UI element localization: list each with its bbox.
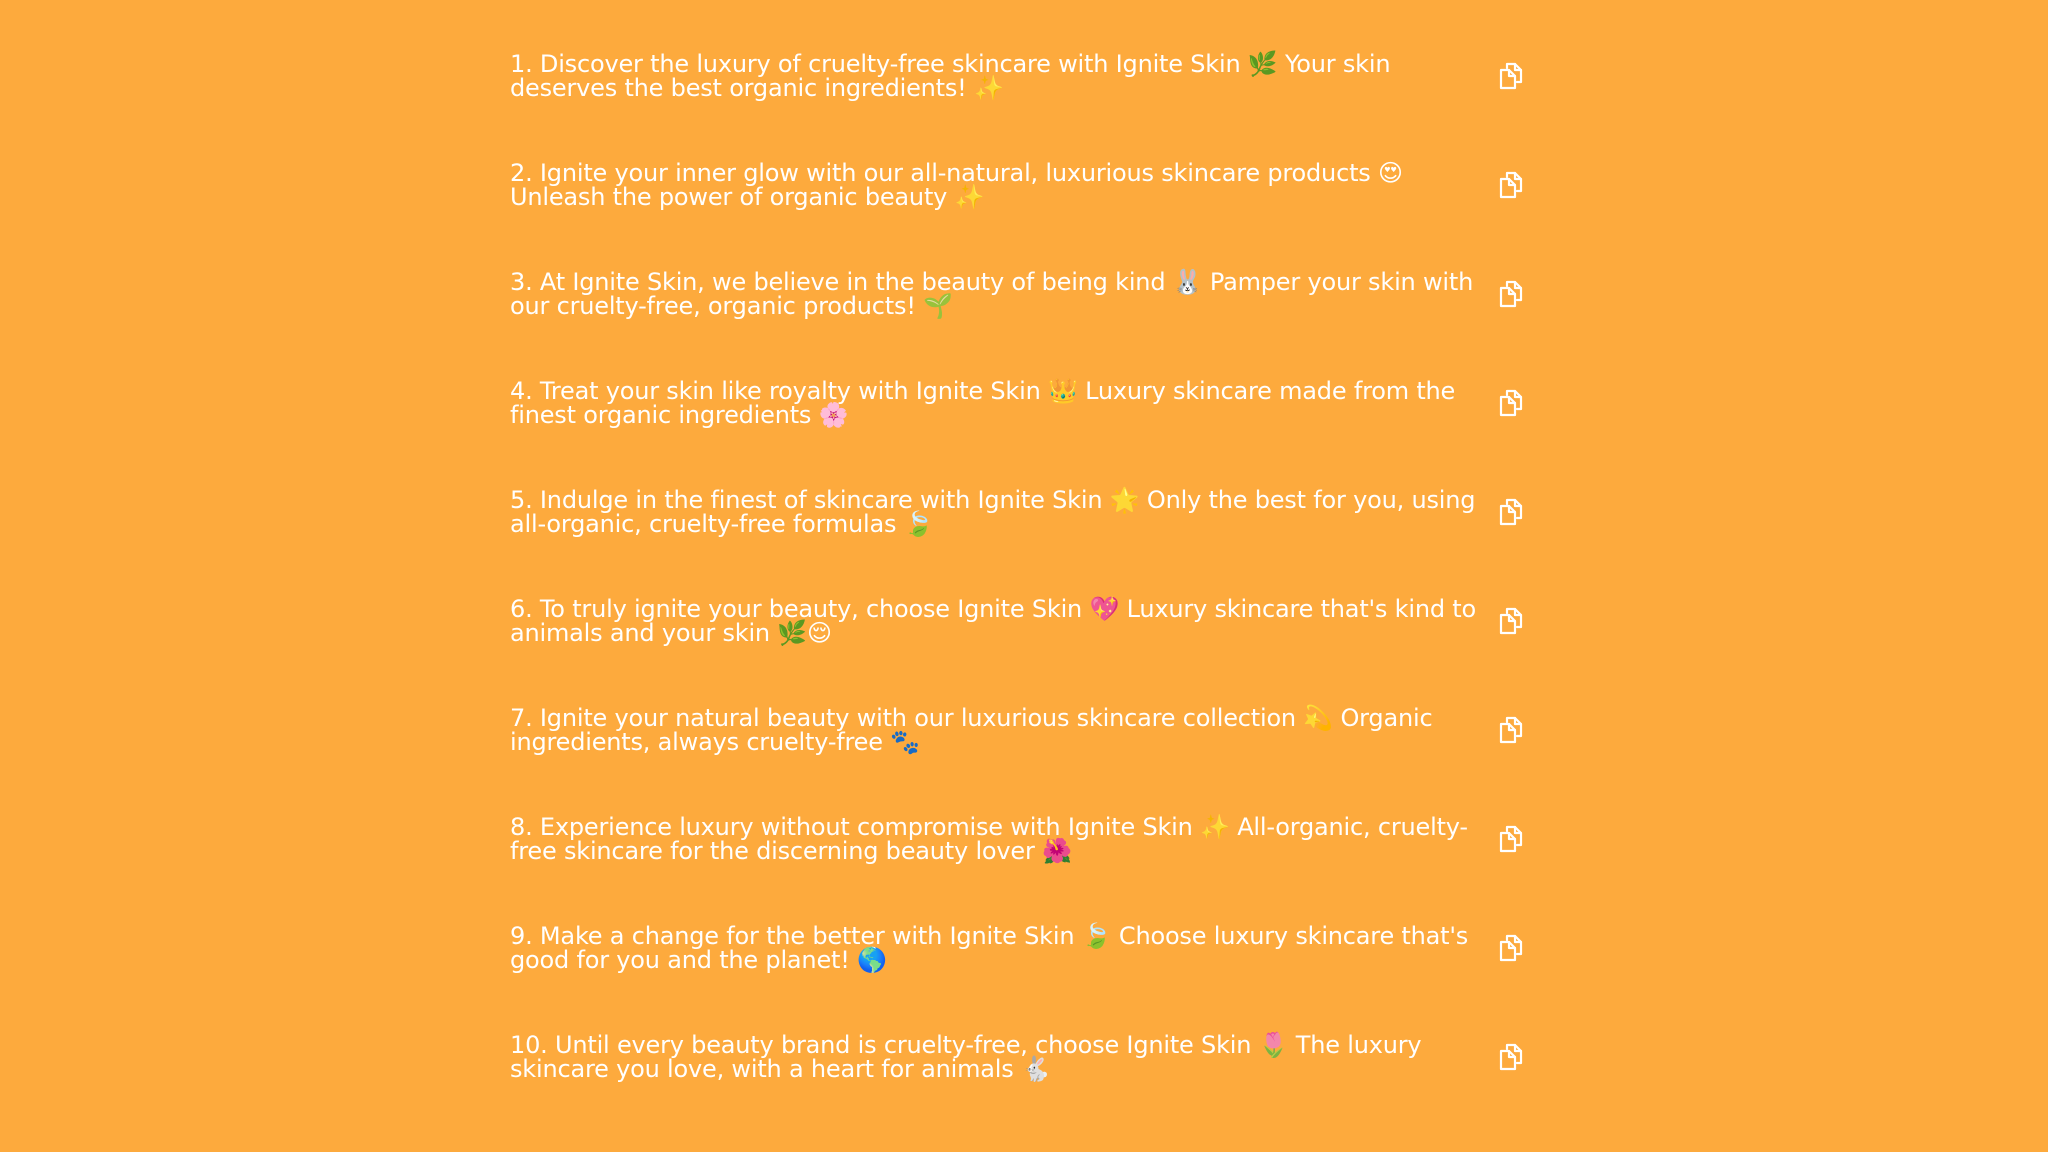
list-item: [510, 706, 1530, 815]
copy-button[interactable]: [1494, 711, 1530, 747]
copy-icon: [1496, 604, 1528, 636]
list-item: [510, 52, 1530, 161]
list-item: [510, 924, 1530, 1033]
copy-button[interactable]: [1494, 166, 1530, 202]
copy-button[interactable]: [1494, 384, 1530, 420]
list-item: [510, 270, 1530, 379]
copy-icon: [1496, 495, 1528, 527]
copy-button[interactable]: [1494, 820, 1530, 856]
copy-icon: [1496, 713, 1528, 745]
caption-text: 6. To truly ignite your beauty, choose Ignite Skin 💖 Luxury skincare that's kind to animals and your skin 🌿😌: [510, 595, 1476, 647]
caption-text: 7. Ignite your natural beauty with our luxurious skincare collection 💫 Organic ingredients, always cruelty-free 🐾: [510, 704, 1433, 756]
copy-button[interactable]: [1494, 929, 1530, 965]
copy-button[interactable]: [1494, 493, 1530, 529]
copy-button[interactable]: [1494, 602, 1530, 638]
caption-text: 10. Until every beauty brand is cruelty-free, choose Ignite Skin 🌷 The luxury skincare you love, with a heart for animals 🐇: [510, 1031, 1422, 1083]
caption-text: 5. Indulge in the finest of skincare with Ignite Skin 🌟 Only the best for you, using all-organic, cruelty-free formulas 🍃: [510, 486, 1476, 538]
copy-icon: [1496, 277, 1528, 309]
copy-icon: [1496, 168, 1528, 200]
caption-text: 9. Make a change for the better with Ignite Skin 🍃 Choose luxury skincare that's good for you and the planet! 🌎: [510, 922, 1469, 974]
copy-icon: [1496, 59, 1528, 91]
copy-button[interactable]: [1494, 275, 1530, 311]
caption-text: 1. Discover the luxury of cruelty-free skincare with Ignite Skin 🌿 Your skin deserves the best organic ingredients! ✨: [510, 50, 1391, 102]
list-item: [510, 161, 1530, 270]
list-item: [510, 597, 1530, 706]
copy-button[interactable]: [1494, 57, 1530, 93]
list-item: [510, 379, 1530, 488]
caption-text: 4. Treat your skin like royalty with Ignite Skin 👑 Luxury skincare made from the finest organic ingredients 🌸: [510, 377, 1456, 429]
copy-icon: [1496, 386, 1528, 418]
copy-button[interactable]: [1494, 1038, 1530, 1074]
copy-icon: [1496, 822, 1528, 854]
list-item: [510, 815, 1530, 924]
list-item: [510, 488, 1530, 597]
caption-text: 8. Experience luxury without compromise with Ignite Skin ✨ All-organic, cruelty-free skincare for the discerning beauty lover 🌺: [510, 813, 1468, 865]
copy-icon: [1496, 1040, 1528, 1072]
list-item: [510, 1033, 1530, 1142]
caption-list: [510, 52, 1530, 1142]
caption-text: 3. At Ignite Skin, we believe in the beauty of being kind 🐰 Pamper your skin with our cruelty-free, organic products! 🌱: [510, 268, 1474, 320]
caption-text: 2. Ignite your inner glow with our all-natural, luxurious skincare products 😍 Unleash the power of organic beauty ✨: [510, 159, 1403, 211]
copy-icon: [1496, 931, 1528, 963]
